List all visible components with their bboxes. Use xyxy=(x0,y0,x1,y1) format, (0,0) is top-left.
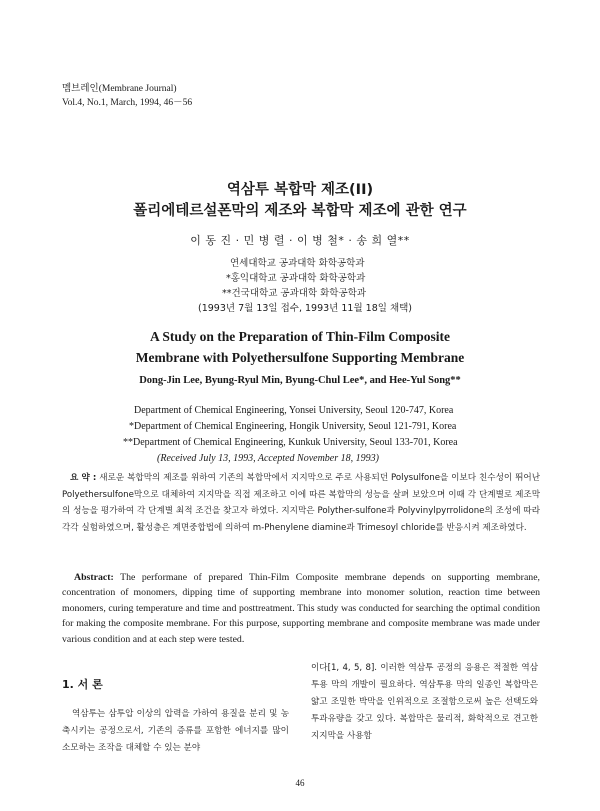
korean-title-line2: 폴리에테르설폰막의 제조와 복합막 제조에 관한 연구 xyxy=(133,203,467,219)
introduction-left-text: 역삼투는 삼투압 이상의 압력을 가하여 용질을 분리 및 농축시키는 공정으로서, 기존의 증류를 포함한 에너지를 많이 소모하는 조작을 대체할 수 있는 분야 xyxy=(62,709,289,753)
english-title-line2: Membrane with Polyethersulfone Supporting Membrane xyxy=(135,350,465,365)
english-title-line1: A Study on the Preparation of Thin-Film Composite xyxy=(150,329,450,344)
affiliation-en-2: *Department of Chemical Engineering, Hongik University, Seoul 121-791, Korea xyxy=(129,421,457,432)
korean-abstract xyxy=(62,470,540,536)
affiliation-en-3: **Department of Chemical Engineering, Kunkuk University, Seoul 133-701, Korea xyxy=(123,437,458,448)
korean-affiliations xyxy=(198,256,413,316)
page-number: 46 xyxy=(295,778,305,788)
english-abstract-label: Abstract: xyxy=(74,572,114,583)
introduction-left-column xyxy=(62,706,289,757)
journal-citation: Vol.4, No.1, March, 1994, 46－56 xyxy=(62,98,193,108)
affiliation-ko-1: 연세대학교 공과대학 화학공학과 xyxy=(230,258,365,269)
journal-name: 멤브레인(Membrane Journal) xyxy=(62,84,177,94)
section-heading-introduction: 1. 서 론 xyxy=(62,678,103,691)
introduction-right-column xyxy=(311,660,538,745)
received-dates-en: (Received July 13, 1993, Accepted November 18, 1993) xyxy=(157,453,379,464)
korean-authors: 이 동 진 · 민 병 렬 · 이 병 철* · 송 희 열** xyxy=(190,234,410,247)
korean-abstract-text: 새로운 복합막의 제조를 위하여 기존의 복합막에서 지지막으로 주로 사용되던 Polysulfone을 이보다 친수성이 뛰어난 Polyethersulfone막으로 대체하여 지지막을 직접 제조하고 이에 따른 복합막의 성능을 살펴 보았으며 이때 각 단계별로 제조막의 성능을 평가하여 각 단계별 최적 조건을 찾고자 하였다. 지지막은 Polyther-sulfone과 Polyvinylpyrrolidone의 조성에 따라 각각 실험하였으며, 활성층은 계면중합법에 의하여 m-Phenylene diamine과 Trimesoyl chloride를 반응시켜 제조하였다. xyxy=(62,473,541,533)
english-authors: Dong-Jin Lee, Byung-Ryul Min, Byung-Chul Lee*, and Hee-Yul Song** xyxy=(139,375,461,386)
korean-title-line1: 역삼투 복합막 제조(II) xyxy=(226,182,374,198)
affiliation-ko-3: **건국대학교 공과대학 화학공학과 xyxy=(222,288,367,299)
journal-header xyxy=(62,82,192,110)
english-abstract xyxy=(62,570,540,647)
english-abstract-text: The performane of prepared Thin-Film Composite membrane depends on supporting membrane, concentration of monomers, dipping time of supporting membrane into monomer solution, reaction time between monomers, curing temperature and time and posttreatment. This study was conducted for searching the optimal condition for making the composite membrane. For this purpose, supporting membrane and composite membrane was made under various condition and at each step were tested. xyxy=(62,572,540,645)
introduction-right-text: 이다[1, 4, 5, 8]. 이러한 역삼투 공정의 응용은 적절한 역삼투용 막의 개발이 필요하다. 역삼투용 막의 일종인 복합막은 얇고 조밀한 박막을 인위적으로 조절함으로써 높은 선택도와 투과유량을 갖고 있다. 복합막은 물리적, 화학적으로 견고한 지지막을 사용함 xyxy=(311,663,538,741)
affiliation-ko-2: *홍익대학교 공과대학 화학공학과 xyxy=(226,273,366,284)
english-affiliations xyxy=(123,403,458,467)
received-dates-ko: (1993년 7월 13일 접수, 1993년 11월 18일 채택) xyxy=(198,303,413,314)
korean-abstract-label: 요 약 : xyxy=(70,473,97,483)
affiliation-en-1: Department of Chemical Engineering, Yonsei University, Seoul 120-747, Korea xyxy=(134,405,454,416)
